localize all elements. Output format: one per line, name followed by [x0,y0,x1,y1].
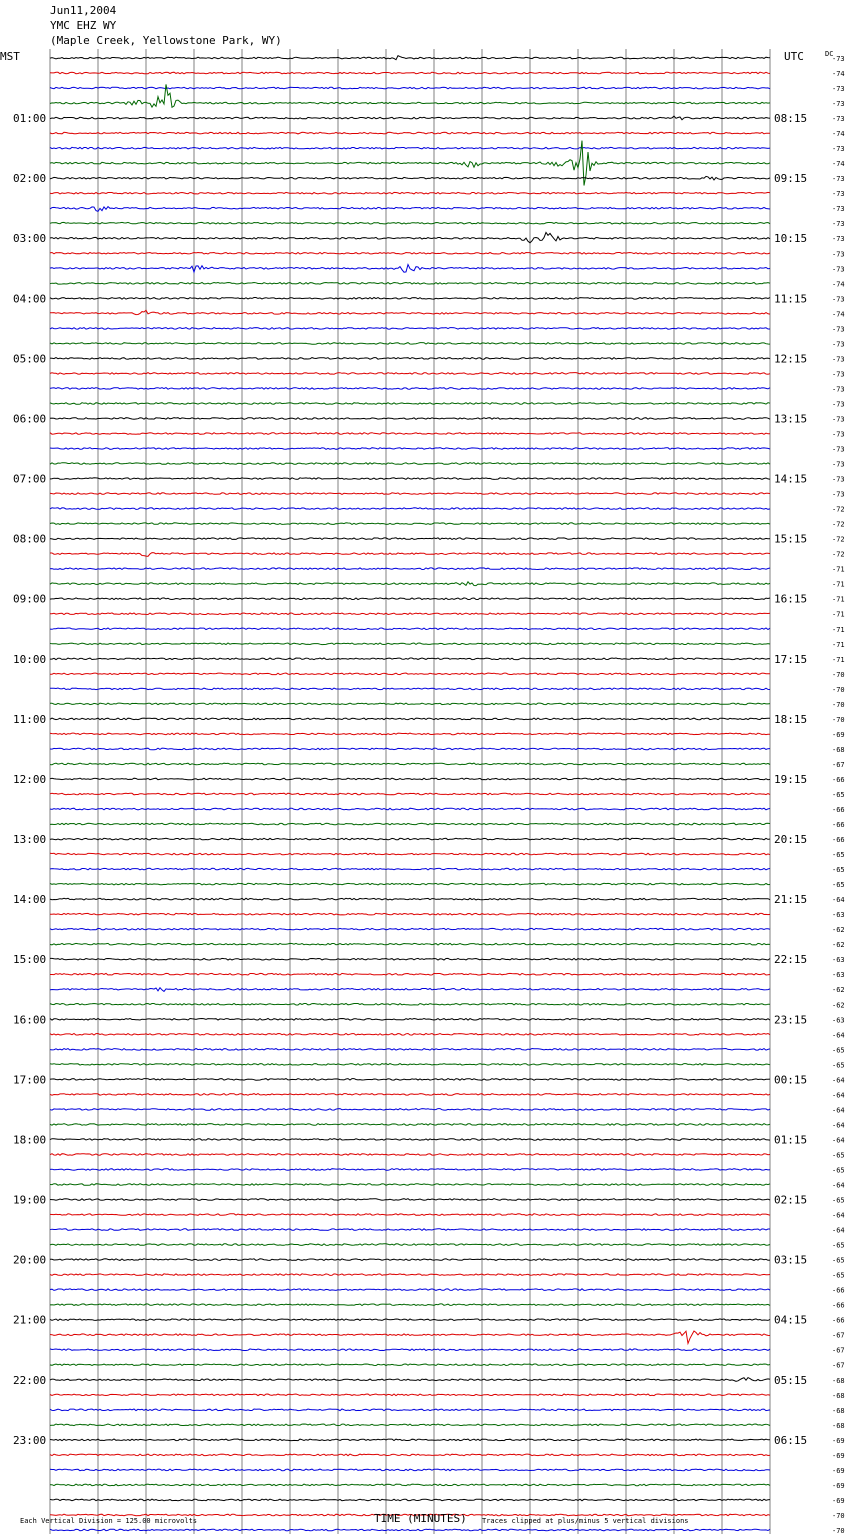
trace-row [50,1214,770,1216]
utc-hour-label: 21:15 [774,893,808,907]
station-location: (Maple Creek, Yellowstone Park, WY) [50,34,282,47]
station-code: YMC EHZ WY [50,19,117,32]
trace-row [50,808,770,810]
utc-hour-label: 06:15 [774,1433,808,1447]
dc-offset-label: -73 [832,85,845,94]
trace-row [50,478,770,480]
dc-offset-label: -63 [832,911,845,920]
utc-hour-label: 19:15 [774,772,808,786]
dc-offset-label: -65 [832,881,845,890]
dc-offset-label: -62 [832,986,845,995]
mst-hour-label: 15:00 [13,953,47,967]
dc-offset-label: -65 [832,1256,845,1265]
clip-note: Traces clipped at plus/minus 5 vertical divisions [482,1517,689,1525]
trace-row [50,718,770,720]
dc-offset-label: -72 [832,520,845,529]
trace-row [50,1169,770,1171]
trace-row [50,538,770,540]
trace-row [50,1439,770,1441]
dc-offset-label: -69 [832,1466,845,1475]
dc-offset-label: -73 [832,325,845,334]
dc-offset-label: -74 [832,280,845,289]
mst-hour-label: 19:00 [13,1193,47,1207]
trace-row [50,116,770,120]
trace-row [50,1094,770,1096]
trace-row [50,283,770,285]
dc-offset-label: -74 [832,310,845,319]
trace-row [50,132,770,134]
dc-offset-label: -73 [832,340,845,349]
trace-row [50,1378,770,1382]
trace-row [50,793,770,795]
trace-row [50,733,770,735]
dc-offset-label: -65 [832,1046,845,1055]
trace-row [50,1259,770,1261]
dc-offset-label: -68 [832,1421,845,1430]
trace-row [50,1244,770,1246]
trace-row [50,778,770,780]
trace-row [50,192,770,194]
trace-row [50,658,770,660]
dc-offset-label: -68 [832,1406,845,1415]
dc-offset-label: -67 [832,1331,845,1340]
trace-row [50,1499,770,1501]
trace-row [50,418,770,420]
dc-offset-label: -71 [832,580,845,589]
mst-hour-label: 21:00 [13,1313,47,1327]
trace-row [50,823,770,825]
mst-hour-label: 02:00 [13,172,47,186]
trace-row [50,388,770,390]
dc-offset-label: -65 [832,790,845,799]
dc-offset-label: -70 [832,700,845,709]
dc-offset-label: -64 [832,1076,845,1085]
trace-row [50,1304,770,1306]
dc-offset-label: -64 [832,1121,845,1130]
trace-row [50,1139,770,1141]
mst-hour-label: 09:00 [13,592,47,606]
dc-offset-label: -73 [832,370,845,379]
trace-row [50,232,770,242]
dc-offset-label: -73 [832,100,845,109]
trace-row [50,1154,770,1156]
utc-hour-label: 18:15 [774,712,808,726]
trace-row [50,928,770,930]
dc-offset-label: -64 [832,1106,845,1115]
trace-row [50,703,770,705]
utc-hour-label: 16:15 [774,592,808,606]
dc-offset-label: -72 [832,505,845,514]
utc-hour-label: 22:15 [774,953,808,967]
trace-row [50,598,770,600]
dc-offset-label: -73 [832,220,845,229]
dc-offset-label: -70 [832,670,845,679]
trace-row [50,147,770,149]
dc-offset-label: -64 [832,1091,845,1100]
trace-row [50,358,770,360]
mst-hour-label: 14:00 [13,893,47,907]
dc-offset-label: -71 [832,610,845,619]
dc-offset-label: -66 [832,775,845,784]
utc-hour-label: 14:15 [774,472,808,486]
mst-hour-label: 10:00 [13,652,47,666]
dc-offset-label: -72 [832,535,845,544]
dc-offset-label: -63 [832,1016,845,1025]
dc-offset-label: -66 [832,836,845,845]
utc-hour-label: 12:15 [774,352,808,366]
mst-hour-label: 01:00 [13,112,47,126]
utc-hour-label: 00:15 [774,1073,808,1087]
dc-offset-label: -74 [832,70,845,79]
trace-row [50,463,770,465]
dc-offset-label: -73 [832,235,845,244]
trace-row [50,973,770,975]
dc-offset-label: -73 [832,415,845,424]
dc-offset-label: -64 [832,1031,845,1040]
minute-grid [50,49,770,1534]
trace-row [50,1394,770,1396]
dc-offset-label: -64 [832,1226,845,1235]
mst-hour-label: 11:00 [13,712,47,726]
dc-offset-label: -73 [832,250,845,259]
dc-offset-label: -73 [832,190,845,199]
utc-hour-label: 09:15 [774,172,808,186]
trace-row [50,643,770,645]
trace-row [50,1469,770,1471]
trace-row [50,1034,770,1036]
dc-offset-label: -73 [832,400,845,409]
dc-offset-label: -73 [832,265,845,274]
dc-offset-label: -73 [832,115,845,124]
utc-hour-label: 17:15 [774,652,808,666]
trace-row [50,568,770,570]
dc-offset-label: -65 [832,851,845,860]
utc-axis-label: UTC [784,50,804,63]
dc-offset-label: -65 [832,1151,845,1160]
trace-row [50,673,770,675]
dc-offset-label: -74 [832,130,845,139]
dc-offset-label: -67 [832,1346,845,1355]
x-axis-title: TIME (MINUTES) [374,1512,467,1525]
utc-hour-label: 01:15 [774,1133,808,1147]
trace-row [50,72,770,74]
dc-offset-label: -65 [832,866,845,875]
trace-row [50,688,770,690]
utc-hour-label: 08:15 [774,112,808,126]
dc-offset-label: -73 [832,205,845,214]
dc-offset-label: -73 [832,460,845,469]
dc-offset-label: -70 [832,1511,845,1520]
trace-row [50,1424,770,1426]
dc-offset-label: -69 [832,1481,845,1490]
dc-offset-label: -63 [832,971,845,980]
scale-note: Each Vertical Division = 125.00 microvolts [20,1517,198,1525]
trace-row [50,1349,770,1351]
dc-offset-label: -65 [832,1271,845,1280]
dc-offset-label: -64 [832,896,845,905]
utc-hour-label: 11:15 [774,292,808,306]
mst-hour-label: 05:00 [13,352,47,366]
dc-offset-label: -68 [832,745,845,754]
trace-row [50,1184,770,1186]
trace-row [50,1331,770,1343]
utc-hour-label: 10:15 [774,232,808,246]
utc-hour-label: 03:15 [774,1253,808,1267]
trace-row [50,253,770,255]
dc-offset-label: -71 [832,595,845,604]
trace-row [50,988,770,992]
trace-row [50,1019,770,1021]
dc-offset-label: -65 [832,1196,845,1205]
trace-row [50,1529,770,1531]
trace-row [50,748,770,750]
trace-row [50,448,770,450]
dc-offset-label: -71 [832,655,845,664]
trace-row [50,1364,770,1366]
trace-row [50,310,770,314]
trace-row [50,582,770,586]
trace-row [50,265,770,273]
dc-label: DC [825,50,834,58]
trace-row [50,1124,770,1126]
utc-hour-label: 05:15 [774,1373,808,1387]
dc-offset-label: -73 [832,175,845,184]
utc-hour-label: 15:15 [774,532,808,546]
dc-offset-label: -62 [832,941,845,950]
mst-hour-label: 03:00 [13,232,47,246]
trace-row [50,553,770,557]
mst-hour-label: 23:00 [13,1433,47,1447]
dc-offset-label: -72 [832,550,845,559]
dc-offset-label: -67 [832,760,845,769]
trace-row [50,1229,770,1231]
dc-offset-label: -73 [832,445,845,454]
trace-row [50,328,770,330]
trace-row [50,628,770,630]
trace-row [50,1004,770,1006]
dc-offset-label: -71 [832,625,845,634]
trace-row [50,508,770,510]
trace-row [50,176,770,180]
dc-offset-label: -71 [832,565,845,574]
trace-row [50,343,770,345]
mst-hour-label: 13:00 [13,833,47,847]
trace-row [50,883,770,885]
dc-offset-label: -69 [832,1436,845,1445]
trace-row [50,207,770,212]
trace-row [50,87,770,89]
dc-offset-label: -70 [832,1526,845,1534]
trace-row [50,1049,770,1051]
trace-row [50,1109,770,1111]
dc-offset-label: -74 [832,160,845,169]
trace-row [50,1064,770,1066]
dc-offset-label: -68 [832,1376,845,1385]
trace-row [50,493,770,495]
dc-offset-label: -66 [832,821,845,830]
trace-row [50,1274,770,1276]
dc-offset-label: -70 [832,685,845,694]
trace-row [50,838,770,840]
dc-offset-label: -73 [832,475,845,484]
trace-row [50,763,770,765]
mst-hour-label: 17:00 [13,1073,47,1087]
trace-row [50,1484,770,1486]
trace-row [50,373,770,375]
utc-hour-label: 02:15 [774,1193,808,1207]
dc-offset-label: -63 [832,956,845,965]
mst-hour-label: 07:00 [13,472,47,486]
dc-offset-label: -66 [832,1286,845,1295]
trace-row [50,613,770,615]
dc-offset-label: -69 [832,1496,845,1505]
dc-offset-label: -69 [832,730,845,739]
mst-hour-label: 06:00 [13,412,47,426]
dc-offset-label: -65 [832,1061,845,1070]
dc-offset-label: -66 [832,806,845,814]
dc-offset-label: -62 [832,1001,845,1010]
dc-offset-label: -73 [832,490,845,499]
trace-row [50,853,770,855]
mst-axis-label: MST [0,50,20,63]
dc-offset-label: -73 [832,55,845,63]
mst-hour-label: 20:00 [13,1253,47,1267]
trace-row [50,433,770,435]
dc-offset-label: -70 [832,715,845,724]
mst-hour-label: 08:00 [13,532,47,546]
mst-hour-label: 12:00 [13,772,47,786]
dc-offset-label: -73 [832,355,845,364]
utc-hour-label: 23:15 [774,1013,808,1027]
dc-offset-label: -66 [832,1301,845,1310]
dc-offset-label: -64 [832,1211,845,1220]
plot-date: Jun11,2004 [50,4,117,17]
trace-row [50,868,770,870]
mst-hour-label: 18:00 [13,1133,47,1147]
dc-offset-label: -64 [832,1136,845,1145]
dc-offset-label: -73 [832,145,845,154]
trace-row [50,958,770,960]
dc-offset-label: -65 [832,1166,845,1175]
dc-offset-label: -64 [832,1181,845,1190]
trace-row [50,898,770,900]
dc-offset-label: -62 [832,926,845,935]
mst-hour-label: 16:00 [13,1013,47,1027]
mst-hour-label: 22:00 [13,1373,47,1387]
dc-offset-label: -73 [832,295,845,304]
dc-offset-label: -66 [832,1316,845,1325]
trace-row [50,913,770,915]
trace-row [50,298,770,300]
utc-hour-label: 04:15 [774,1313,808,1327]
trace-row [50,943,770,945]
trace-row [50,1199,770,1201]
dc-offset-label: -69 [832,1451,845,1460]
utc-hour-label: 20:15 [774,833,808,847]
utc-hour-label: 13:15 [774,412,808,426]
trace-row [50,1409,770,1411]
dc-offset-label: -67 [832,1361,845,1370]
trace-row [50,523,770,525]
trace-row [50,1289,770,1291]
dc-offset-label: -65 [832,1241,845,1250]
dc-offset-label: -68 [832,1391,845,1400]
dc-offset-label: -71 [832,640,845,649]
dc-offset-label: -73 [832,385,845,394]
trace-row [50,1319,770,1321]
trace-row [50,56,770,60]
trace-row [50,1454,770,1456]
trace-group [50,56,770,1534]
trace-row [50,403,770,405]
trace-row [50,222,770,224]
dc-offset-label: -73 [832,430,845,439]
mst-hour-label: 04:00 [13,292,47,306]
trace-row [50,1079,770,1081]
